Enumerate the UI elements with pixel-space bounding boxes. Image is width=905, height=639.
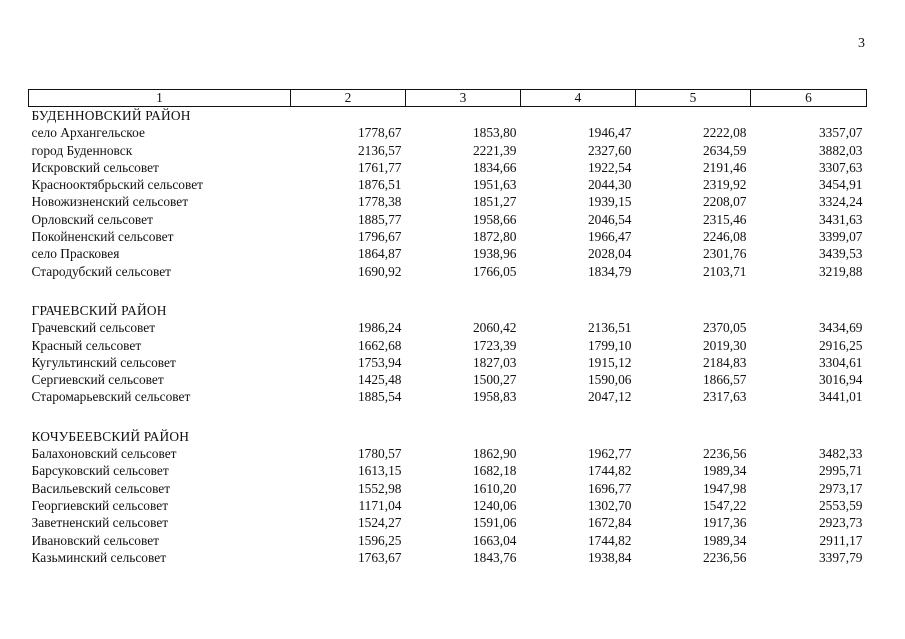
table-row [29, 319, 867, 336]
value-cell-col-2: 2136,57 [357, 142, 402, 158]
value-cell-col-4: 1744,82 [587, 463, 632, 479]
settlement-name: Искровский сельсовет [31, 159, 159, 175]
table-row [29, 354, 867, 371]
page-number: 3 [858, 36, 865, 51]
table-row [29, 193, 867, 210]
table-row [29, 337, 867, 354]
settlement-name: Казьминский сельсовет [31, 549, 167, 565]
value-cell-col-4: 1962,77 [587, 446, 632, 462]
value-cell-col-2: 1662,68 [357, 337, 402, 353]
value-cell-col-6: 2916,25 [818, 337, 863, 353]
section-spacer [29, 280, 867, 302]
value-cell-col-5: 2208,07 [702, 194, 747, 210]
value-cell-col-6: 3357,07 [818, 125, 863, 141]
column-header: 1 [29, 90, 291, 107]
value-cell-col-5: 2317,63 [702, 389, 747, 405]
value-cell-col-4: 2046,54 [587, 211, 632, 227]
value-cell-col-4: 2028,04 [587, 246, 632, 262]
value-cell-col-5: 1917,36 [702, 515, 747, 531]
value-cell-col-6: 2911,17 [819, 532, 863, 548]
value-cell-col-6: 3434,69 [818, 320, 863, 336]
value-cell-col-2: 1425,48 [357, 372, 402, 388]
column-header: 3 [406, 90, 521, 107]
value-cell-col-2: 1524,27 [357, 515, 402, 531]
table-row [29, 514, 867, 531]
table-row [29, 480, 867, 497]
table-row [29, 124, 867, 141]
settlement-name: Васильевский сельсовет [31, 480, 171, 496]
settlement-name: Покойненский сельсовет [31, 229, 174, 245]
value-cell-col-6: 3482,33 [818, 446, 863, 462]
value-cell-col-6: 3441,01 [818, 389, 863, 405]
settlement-name: Стародубский сельсовет [31, 263, 172, 279]
value-cell-col-6: 3219,88 [818, 263, 863, 279]
value-cell-col-4: 2044,30 [587, 177, 632, 193]
value-cell-col-6: 3307,63 [818, 159, 863, 175]
value-cell-col-5: 2184,83 [702, 354, 747, 370]
value-cell-col-3: 2060,42 [472, 320, 517, 336]
table-row [29, 388, 867, 405]
value-cell-col-5: 2191,46 [702, 159, 747, 175]
value-cell-col-2: 1885,77 [357, 211, 402, 227]
value-cell-col-3: 1958,66 [472, 211, 517, 227]
table-row [29, 445, 867, 462]
value-cell-col-5: 2319,92 [702, 177, 747, 193]
column-number-row [29, 90, 867, 107]
settlement-name: Старомарьевский сельсовет [31, 389, 191, 405]
section-title: ГРАЧЕВСКИЙ РАЙОН [31, 302, 167, 318]
column-header: 6 [751, 90, 867, 107]
table-row [29, 159, 867, 176]
value-cell-col-2: 1761,77 [357, 159, 402, 175]
value-cell-col-2: 1596,25 [357, 532, 402, 548]
value-cell-col-6: 3439,53 [818, 246, 863, 262]
table-row [29, 497, 867, 514]
value-cell-col-3: 1827,03 [472, 354, 517, 370]
column-header: 5 [636, 90, 751, 107]
value-cell-col-2: 1876,51 [357, 177, 402, 193]
section-header-row [29, 428, 867, 445]
value-cell-col-6: 2553,59 [818, 497, 863, 513]
settlement-name: Красный сельсовет [31, 337, 142, 353]
value-cell-col-5: 2301,76 [702, 246, 747, 262]
settlement-name: Сергиевский сельсовет [31, 372, 164, 388]
value-cell-col-3: 1843,76 [472, 549, 517, 565]
section-title: БУДЕННОВСКИЙ РАЙОН [31, 108, 191, 123]
value-cell-col-3: 2221,39 [472, 142, 517, 158]
table-row [29, 142, 867, 159]
value-cell-col-4: 1696,77 [587, 480, 632, 496]
section-spacer [29, 406, 867, 428]
value-cell-col-2: 1778,67 [357, 125, 402, 141]
table-body [29, 107, 867, 567]
settlement-name: Орловский сельсовет [31, 211, 153, 227]
value-cell-col-3: 1591,06 [472, 515, 517, 531]
column-header: 2 [291, 90, 406, 107]
value-cell-col-4: 1744,82 [587, 532, 632, 548]
table-row [29, 532, 867, 549]
value-cell-col-6: 2973,17 [818, 480, 863, 496]
value-cell-col-3: 1663,04 [472, 532, 517, 548]
value-cell-col-6: 3399,07 [818, 229, 863, 245]
value-cell-col-6: 3304,61 [818, 354, 863, 370]
table-row [29, 211, 867, 228]
value-cell-col-2: 1796,67 [357, 229, 402, 245]
table-row [29, 245, 867, 262]
value-cell-col-3: 1834,66 [472, 159, 517, 175]
value-cell-col-4: 1946,47 [587, 125, 632, 141]
value-cell-col-2: 1690,92 [357, 263, 402, 279]
value-cell-col-4: 2047,12 [587, 389, 632, 405]
value-cell-col-3: 1951,63 [472, 177, 517, 193]
value-cell-col-6: 3431,63 [818, 211, 863, 227]
settlement-name: Новожизненский сельсовет [31, 194, 189, 210]
settlement-name: Краснооктябрьский сельсовет [31, 177, 203, 193]
value-cell-col-3: 1938,96 [472, 246, 517, 262]
value-cell-col-3: 1958,83 [472, 389, 517, 405]
value-cell-col-4: 1938,84 [587, 549, 632, 565]
table-row [29, 462, 867, 479]
settlement-name: Заветненский сельсовет [31, 515, 169, 531]
value-cell-col-2: 1780,57 [357, 446, 402, 462]
settlement-name: Кугультинский сельсовет [31, 354, 176, 370]
value-cell-col-3: 1872,80 [472, 229, 517, 245]
value-cell-col-5: 2236,56 [702, 549, 747, 565]
value-cell-col-3: 1862,90 [472, 446, 517, 462]
value-cell-col-5: 2634,59 [702, 142, 747, 158]
value-cell-col-5: 2370,05 [702, 320, 747, 336]
value-cell-col-5: 2222,08 [702, 125, 747, 141]
data-table [28, 89, 867, 566]
table-row [29, 371, 867, 388]
value-cell-col-6: 2923,73 [818, 515, 863, 531]
value-cell-col-3: 1610,20 [472, 480, 517, 496]
value-cell-col-4: 1915,12 [587, 354, 632, 370]
value-cell-col-2: 1753,94 [357, 354, 402, 370]
value-cell-col-2: 1552,98 [357, 480, 402, 496]
section-header-row [29, 302, 867, 319]
settlement-name: Барсуковский сельсовет [31, 463, 169, 479]
value-cell-col-5: 1989,34 [702, 532, 747, 548]
value-cell-col-2: 1864,87 [357, 246, 402, 262]
value-cell-col-3: 1723,39 [472, 337, 517, 353]
value-cell-col-6: 3324,24 [818, 194, 863, 210]
value-cell-col-3: 1682,18 [472, 463, 517, 479]
value-cell-col-5: 1866,57 [702, 372, 747, 388]
spacer-cell [29, 406, 867, 428]
value-cell-col-3: 1500,27 [472, 372, 517, 388]
value-cell-col-4: 1672,84 [587, 515, 632, 531]
value-cell-col-4: 1834,79 [587, 263, 632, 279]
value-cell-col-4: 1590,06 [587, 372, 632, 388]
value-cell-col-6: 3454,91 [818, 177, 863, 193]
value-cell-col-5: 2019,30 [702, 337, 747, 353]
value-cell-col-2: 1171,04 [358, 497, 402, 513]
value-cell-col-5: 1547,22 [702, 497, 747, 513]
value-cell-col-4: 2327,60 [587, 142, 632, 158]
value-cell-col-3: 1240,06 [472, 497, 517, 513]
table-row [29, 228, 867, 245]
value-cell-col-5: 2236,56 [702, 446, 747, 462]
value-cell-col-3: 1851,27 [472, 194, 517, 210]
value-cell-col-4: 1966,47 [587, 229, 632, 245]
value-cell-col-2: 1986,24 [357, 320, 402, 336]
value-cell-col-2: 1885,54 [357, 389, 402, 405]
table-row [29, 176, 867, 193]
settlement-name: село Прасковея [31, 246, 120, 262]
settlement-name: село Архангельское [31, 125, 145, 141]
value-cell-col-3: 1766,05 [472, 263, 517, 279]
section-title: КОЧУБЕЕВСКИЙ РАЙОН [31, 428, 190, 444]
value-cell-col-6: 3882,03 [818, 142, 863, 158]
value-cell-col-4: 2136,51 [587, 320, 632, 336]
value-cell-col-2: 1778,38 [357, 194, 402, 210]
section-header-row [29, 107, 867, 125]
value-cell-col-5: 2315,46 [702, 211, 747, 227]
settlement-name: Грачевский сельсовет [31, 320, 156, 336]
value-cell-col-4: 1302,70 [587, 497, 632, 513]
value-cell-col-4: 1799,10 [587, 337, 632, 353]
table-row [29, 549, 867, 566]
settlement-name: Балахоновский сельсовет [31, 446, 177, 462]
value-cell-col-2: 1613,15 [357, 463, 402, 479]
value-cell-col-6: 3397,79 [818, 549, 863, 565]
settlement-name: город Буденновск [31, 142, 133, 158]
column-header: 4 [521, 90, 636, 107]
spacer-cell [29, 280, 867, 302]
value-cell-col-6: 3016,94 [818, 372, 863, 388]
settlement-name: Георгиевский сельсовет [31, 497, 169, 513]
value-cell-col-5: 2246,08 [702, 229, 747, 245]
value-cell-col-6: 2995,71 [818, 463, 863, 479]
value-cell-col-4: 1939,15 [587, 194, 632, 210]
value-cell-col-5: 2103,71 [702, 263, 747, 279]
settlement-name: Ивановский сельсовет [31, 532, 160, 548]
value-cell-col-2: 1763,67 [357, 549, 402, 565]
value-cell-col-5: 1947,98 [702, 480, 747, 496]
value-cell-col-5: 1989,34 [702, 463, 747, 479]
table-row [29, 263, 867, 280]
value-cell-col-4: 1922,54 [587, 159, 632, 175]
value-cell-col-3: 1853,80 [472, 125, 517, 141]
